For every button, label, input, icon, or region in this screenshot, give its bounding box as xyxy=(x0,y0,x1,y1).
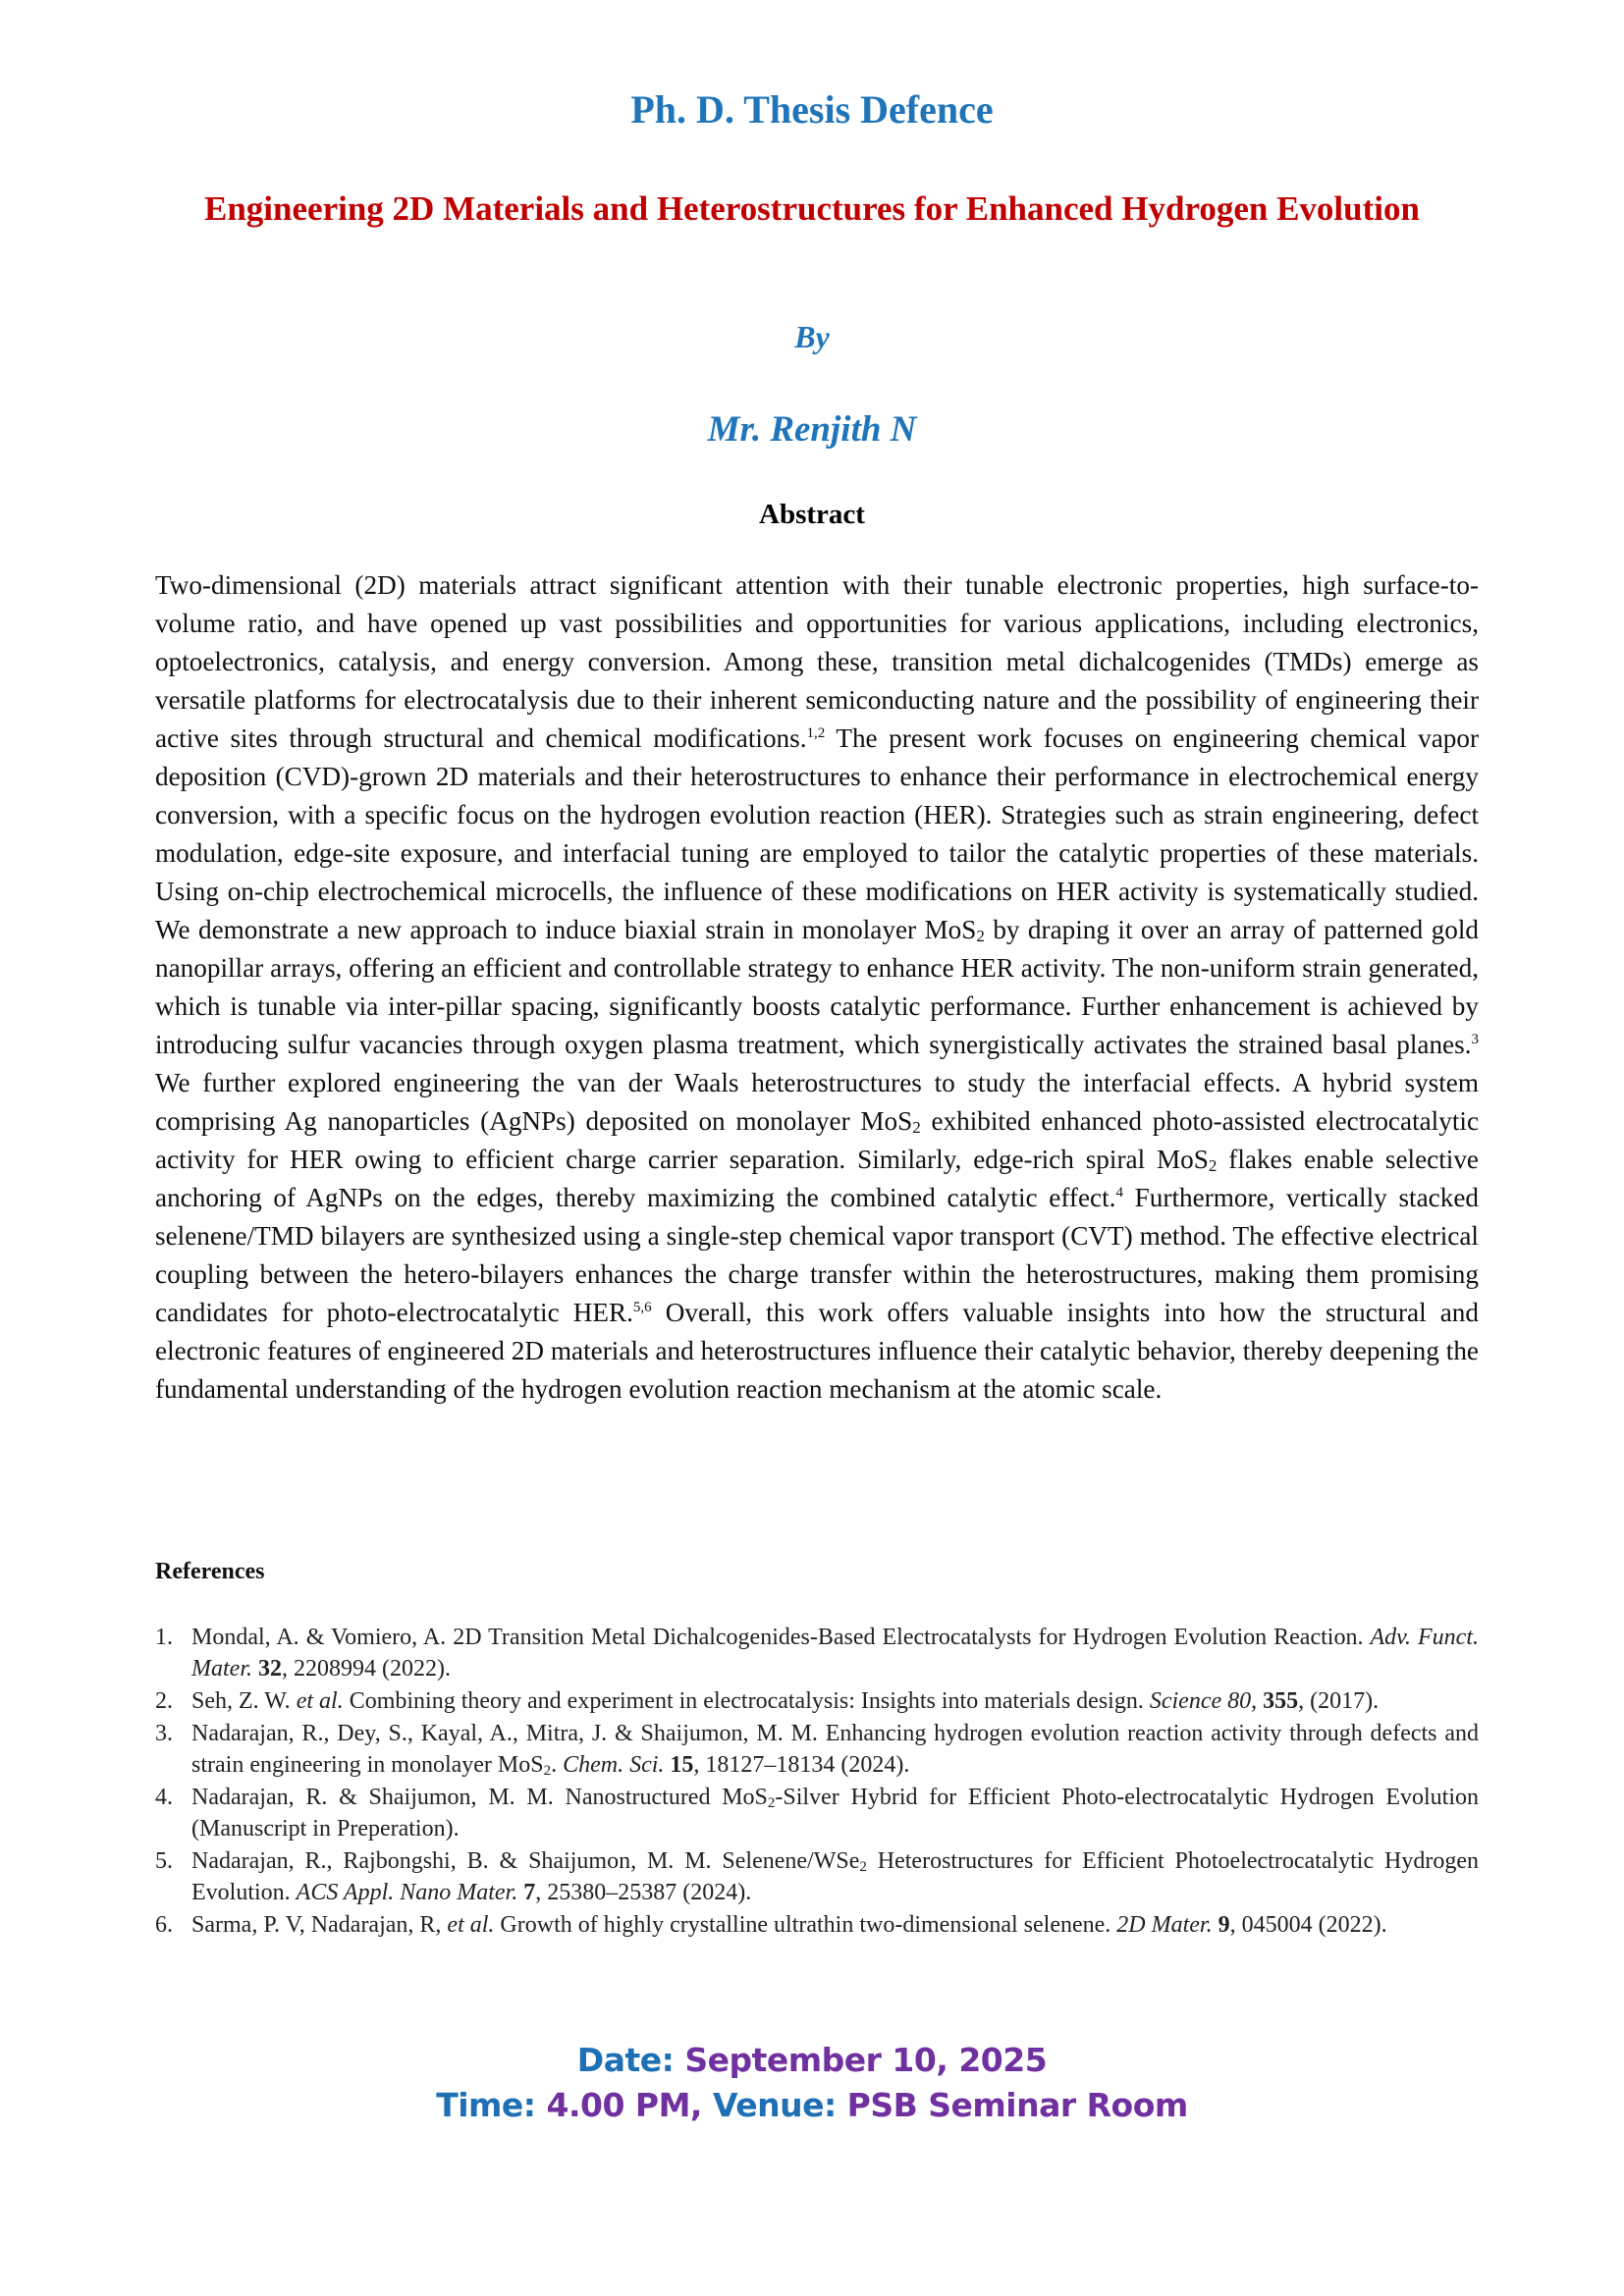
reference-item xyxy=(155,1718,1479,1781)
text-i: Adv. Funct. Mater. xyxy=(191,1625,1479,1682)
text-i: Science 80, xyxy=(1149,1688,1258,1714)
reference-item xyxy=(155,1845,1479,1908)
text-sub: 2 xyxy=(912,1118,921,1137)
text-i: ACS Appl. Nano Mater. xyxy=(296,1880,518,1905)
time-value: 4.00 PM, xyxy=(546,2086,702,2124)
text-sub: 2 xyxy=(976,927,985,945)
text-b: 355 xyxy=(1263,1688,1299,1714)
text-i: 2D Mater. xyxy=(1116,1912,1213,1938)
venue-label: Venue: xyxy=(712,2086,837,2124)
text-sup: 1,2 xyxy=(806,725,826,741)
abstract-heading: Abstract xyxy=(759,499,865,530)
reference-item xyxy=(155,1909,1479,1941)
text-i: et al. xyxy=(447,1912,495,1938)
text-b: 9 xyxy=(1218,1912,1230,1938)
time-venue-line xyxy=(0,2083,1624,2128)
reference-item xyxy=(155,1782,1479,1844)
references-heading: References xyxy=(155,1559,265,1584)
references-list xyxy=(155,1622,1479,1942)
by-label: By xyxy=(794,319,830,354)
event-type-heading: Ph. D. Thesis Defence xyxy=(630,87,994,132)
text-b: 15 xyxy=(670,1752,694,1778)
text-sub: 2 xyxy=(543,1763,552,1779)
reference-text: Sarma, P. V, Nadarajan, R, et al. Growth of highly crystalline ultrathin two-dimensional selenene. 2D Mater. 9, 045004 (2022). xyxy=(191,1912,1387,1938)
reference-text: Nadarajan, R. & Shaijumon, M. M. Nanostructured MoS$_2$-Silver Hybrid for Efficient Photo-electrocatalytic Hydrogen Evolution (Manuscript in Preperation). xyxy=(191,1785,1480,1842)
text-sub: 2 xyxy=(767,1795,776,1811)
text-b: 7 xyxy=(523,1880,536,1905)
reference-item xyxy=(155,1622,1479,1684)
reference-text: Mondal, A. & Vomiero, A. 2D Transition Metal Dichalcogenides-Based Electrocatalysts for Hydrogen Evolution Reaction. Adv. Funct. Mater. 32, 2208994 (2022). xyxy=(191,1625,1479,1682)
text-sub: 2 xyxy=(859,1859,867,1875)
abstract-body: Two-dimensional (2D) materials attract significant attention with their tunable electronic properties, high surface-to-volume ratio, and have opened up vast possibilities and opportunities for various applications, including electronics, optoelectronics, catalysis, and energy conversion. Among these, transition metal dichalcogenides (TMDs) emerge as versatile platforms for electrocatalysis due to their inherent semiconducting nature and the possibility of engineering their active sites through structural and chemical modifications.$^{1,2}$ The present work focuses on engineering chemical vapor deposition (CVD)-grown 2D materials and their heterostructures to enhance their performance in electrochemical energy conversion, with a specific focus on the hydrogen evolution reaction (HER). Strategies such as strain engineering, defect modulation, edge-site exposure, and interfacial tuning are employed to tailor the catalytic properties of these materials. Using on-chip electrochemical microcells, the influence of these modifications on HER activity is systematically studied. We demonstrate a new approach to induce biaxial strain in monolayer MoS$_2$ by draping it over an array of patterned gold nanopillar arrays, offering an efficient and controllable strategy to enhance HER activity. The non-uniform strain generated, which is tunable via inter-pillar spacing, significantly boosts catalytic performance. Further enhancement is achieved by introducing sulfur vacancies through oxygen plasma treatment, which synergistically activates the strained basal planes.$^3$ We further explored engineering the van der Waals heterostructures to study the interfacial effects. A hybrid system comprising Ag nanoparticles (AgNPs) deposited on monolayer MoS$_2$ exhibited enhanced photo-assisted electrocatalytic activity for HER owing to efficient charge carrier separation. Similarly, edge-rich spiral MoS$_2$ flakes enable selective anchoring of AgNPs on the edges, thereby maximizing the combined catalytic effect.$^4$ Furthermore, vertically stacked selenene/TMD bilayers are synthesized using a single-step chemical vapor transport (CVT) method. The effective electrical coupling between the hetero-bilayers enhances the charge transfer within the heterostructures, making them promising candidates for photo-electrocatalytic HER.$^{5,6}$ Overall, this work offers valuable insights into how the structural and electronic features of engineered 2D materials and heterostructures influence their catalytic behavior, thereby deepening the fundamental understanding of the hydrogen evolution reaction mechanism at the atomic scale. xyxy=(155,570,1480,1404)
text-sub: 2 xyxy=(1208,1156,1218,1175)
venue-value: PSB Seminar Room xyxy=(846,2086,1188,2124)
reference-text: Nadarajan, R., Rajbongshi, B. & Shaijumon, M. M. Selenene/WSe$_2$ Heterostructures for Efficient Photoelectrocatalytic Hydrogen Evolution. ACS Appl. Nano Mater. 7, 25380–25387 (2024). xyxy=(191,1848,1479,1905)
thesis-title: Engineering 2D Materials and Heterostructures for Enhanced Hydrogen Evolution xyxy=(204,189,1420,228)
date-line xyxy=(0,2038,1624,2083)
reference-number: 3. xyxy=(155,1721,173,1746)
time-label: Time: xyxy=(436,2086,536,2124)
author-name: Mr. Renjith N xyxy=(707,409,917,450)
reference-item xyxy=(155,1685,1479,1717)
text-sup: 5,6 xyxy=(632,1300,652,1315)
reference-number: 2. xyxy=(155,1688,173,1714)
reference-number: 1. xyxy=(155,1625,173,1650)
event-details xyxy=(0,2038,1624,2128)
text-sup: 4 xyxy=(1115,1185,1123,1201)
date-value: September 10, 2025 xyxy=(684,2041,1048,2079)
text-b: 32 xyxy=(258,1656,282,1682)
reference-number: 5. xyxy=(155,1848,173,1874)
text-i: et al. xyxy=(296,1688,344,1714)
text-sup: 3 xyxy=(1471,1032,1479,1047)
reference-number: 4. xyxy=(155,1785,173,1810)
reference-text: Seh, Z. W. et al. Combining theory and experiment in electrocatalysis: Insights into materials design. Science 80, 355, (2017). xyxy=(191,1688,1380,1714)
reference-number: 6. xyxy=(155,1912,173,1938)
date-label: Date: xyxy=(576,2041,675,2079)
text-i: Chem. Sci. xyxy=(563,1752,665,1778)
reference-text: Nadarajan, R., Dey, S., Kayal, A., Mitra, J. & Shaijumon, M. M. Enhancing hydrogen evolution reaction activity through defects and strain engineering in monolayer MoS$_2$. Chem. Sci. 15, 18127–18134 (2024). xyxy=(191,1721,1479,1779)
